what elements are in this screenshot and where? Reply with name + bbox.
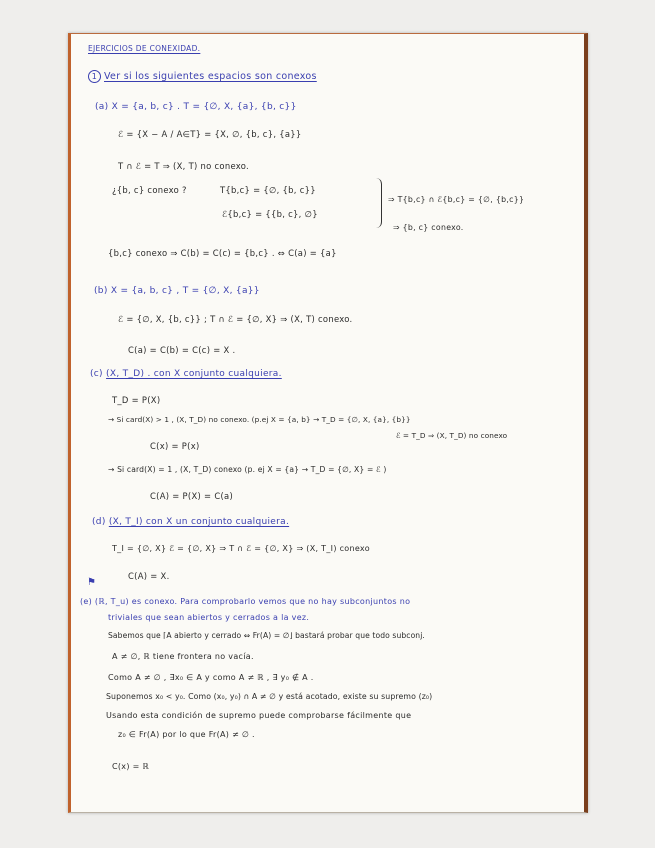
bookmark-flag-icon: ⚑ [87, 577, 97, 588]
part-a-result-2: ⇒ {b, c} conexo. [393, 223, 464, 232]
part-c-label: (c) [90, 369, 103, 379]
part-e-line-2: triviales que sean abiertos y cerrados a la vez. [108, 613, 310, 622]
part-c-case-2: → Si card(X) = 1 , (X, T_D) conexo (p. ej X = {a} → T_D = {∅, X} = ℰ ) [108, 465, 387, 474]
part-e-label: (e) [80, 597, 93, 606]
page-title: EJERCICIOS DE CONEXIDAD. [88, 44, 201, 53]
part-a-closed-sub: ℰ{b,c} = {{b, c}, ∅} [222, 209, 318, 219]
exercise-number-badge: 1 [88, 70, 101, 83]
exercise-1-heading [88, 70, 317, 83]
part-e-components: C(x) = ℝ [112, 762, 150, 771]
part-c-case-2c: C(A) = P(X) = C(a) [150, 491, 234, 501]
part-d-components: C(A) = X. [128, 571, 170, 581]
part-d-def-text: (X, T_I) con X un conjunto cualquiera. [108, 517, 290, 527]
part-c-def-text: (X, T_D) . con X conjunto cualquiera. [106, 369, 282, 379]
exercise-1-text: Ver si los siguientes espacios son conexos [104, 71, 317, 82]
part-d-def [92, 518, 289, 527]
part-a-closed: ℰ = {X − A / A∈T} = {X, ∅, {b, c}, {a}} [118, 129, 302, 139]
part-c-td: T_D = P(X) [112, 395, 161, 405]
part-d-label: (d) [92, 517, 106, 527]
part-a-result-1: ⇒ T{b,c} ∩ ℰ{b,c} = {∅, {b,c}} [388, 195, 525, 204]
part-c-case-1c: C(x) = P(x) [150, 441, 200, 451]
part-a-label: (a) [95, 102, 109, 112]
part-e-line-8: z₀ ∈ Fr(A) por lo que Fr(A) ≠ ∅ . [118, 730, 255, 739]
part-b-closed: ℰ = {∅, X, {b, c}} ; T ∩ ℰ = {∅, X} ⇒ (X, T) conexo. [118, 314, 353, 324]
brace-symbol [376, 178, 382, 228]
part-e-line-1-text: (ℝ, T_u) es conexo. Para comprobarlo vemos que no hay subconjuntos no [94, 597, 411, 606]
part-b-def-text: X = {a, b, c} , T = {∅, X, {a}} [110, 286, 260, 296]
part-a-question: ¿{b, c} conexo ? [112, 185, 187, 195]
part-e-line-6: Suponemos x₀ < y₀. Como (x₀, y₀) ∩ A ≠ ∅ y está acotado, existe su supremo (z₀) [106, 692, 433, 701]
part-c-def [90, 370, 282, 379]
part-b-components: C(a) = C(b) = C(c) = X . [128, 345, 236, 355]
part-e-line-3: Sabemos que ⌈A abierto y cerrado ⇔ Fr(A) = ∅⌋ bastará probar que todo subconj. [108, 631, 425, 640]
part-e-line-7: Usando esta condición de supremo puede comprobarse fácilmente que [106, 711, 412, 720]
part-d-line: T_I = {∅, X} ℰ = {∅, X} ⇒ T ∩ ℰ = {∅, X} ⇒ (X, T_I) conexo [112, 544, 370, 553]
part-b-label: (b) [94, 286, 108, 296]
part-a-def [95, 103, 297, 112]
part-e-line-5: Como A ≠ ∅ , ∃x₀ ∈ A y como A ≠ ℝ , ∃ y₀ ∉ A . [108, 673, 314, 682]
part-a-def-text: X = {a, b, c} . T = {∅, X, {a}, {b, c}} [111, 102, 297, 112]
part-e-line-1 [80, 598, 410, 606]
part-a-topology: T{b,c} = {∅, {b, c}} [220, 185, 316, 195]
part-c-case-1b: ℰ = T_D ⇒ (X, T_D) no conexo [396, 431, 508, 440]
part-a-conclusion: {b,c} conexo ⇒ C(b) = C(c) = {b,c} . ⇔ C(a) = {a} [108, 248, 337, 258]
part-a-intersection: T ∩ ℰ = T ⇒ (X, T) no conexo. [118, 161, 249, 171]
part-c-case-1: → Si card(X) > 1 , (X, T_D) no conexo. (p.ej X = {a, b} → T_D = {∅, X, {a}, {b}} [108, 415, 411, 424]
part-b-def [94, 287, 260, 296]
part-e-line-4: A ≠ ∅, ℝ tiene frontera no vacía. [112, 652, 254, 661]
